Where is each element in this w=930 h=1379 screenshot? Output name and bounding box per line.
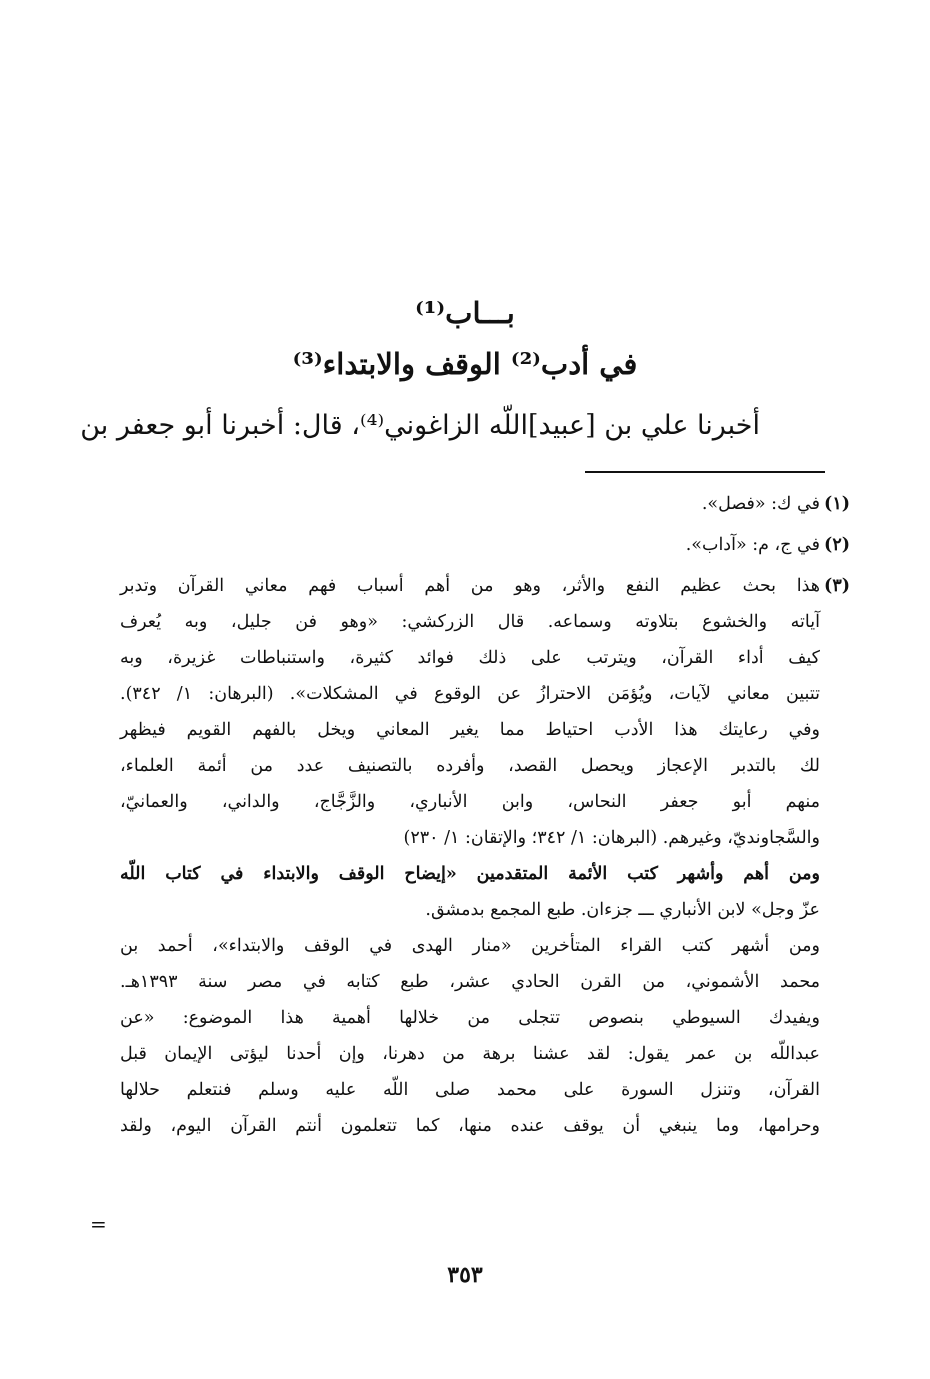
footnote-3 <box>120 568 850 1144</box>
footnote-1 <box>120 486 850 522</box>
footnote-line: ومن أشهر كتب القراء المتأخرين «منار الهدى في الوقف والابتداء»، أحمد بن <box>120 936 820 956</box>
footnote-line: آياته والخشوع بتلاوته وسماعه. قال الزركشي: «وهو فن جليل، وبه يُعرف <box>120 612 820 632</box>
footnote-line: تتبين معاني لآيات، ويُؤمَن الاحترازُ عن الوقوع في المشكلات». (البرهان: ١/ ٣٤٢). <box>120 684 820 704</box>
footnote-line: القرآن، وتنزل السورة على محمد صلى اللّه عليه وسلم فنتعلم حلالها <box>120 1080 820 1100</box>
footnote-line: عبداللّه بن عمر يقول: لقد عشنا برهة من دهرنا، وإن أحدنا ليؤتى الإيمان قبل <box>120 1044 820 1064</box>
footnote-line: وفي رعايتك هذا الأدب احتياط مما يغير المعاني ويخل بالفهم القويم فيظهر <box>120 720 820 740</box>
chapter-title: بـــاب⁽¹⁾ <box>415 296 515 330</box>
continuation-mark: = <box>90 1212 107 1236</box>
footnote-line: عزّ وجل» لابن الأنباري ـــ جزءان. طبع المجمع بدمشق. <box>425 900 820 920</box>
chapter-subtitle: في أدب⁽²⁾ الوقف والابتداء⁽³⁾ <box>292 347 638 381</box>
footnote-line: هذا بحث عظيم النفع والأثر، وهو من أهم أسباب فهم معاني القرآن وتدبر <box>120 576 820 596</box>
footnote-line: في ج، م: «آداب». <box>685 535 820 555</box>
footnote-line: كيف أداء القرآن، ويترتب على ذلك فوائد كثيرة، واستنباطات غزيرة، وبه <box>120 648 820 668</box>
footnote-2 <box>120 527 850 563</box>
footnote-line: منهم أبو جعفر النحاس، وابن الأنباري، والزَّجَّاج، والداني، والعمانيّ، <box>120 792 820 812</box>
footnote-line: محمد الأشموني، من القرن الحادي عشر، طبع كتابه في مصر سنة ١٣٩٣هـ. <box>120 972 820 992</box>
footnote-line: ويفيدك السيوطي بنصوص تتجلى من خلالها أهمية هذا الموضوع: «عن <box>120 1008 820 1028</box>
footnote-line: وحرامها، وما ينبغي أن يوقف عنده منها، كما تتعلمون أنتم القرآن اليوم، ولقد <box>120 1116 820 1136</box>
page-number: ٣٥٣ <box>447 1262 483 1288</box>
footnote-line: والسَّجاونديّ، وغيرهم. (البرهان: ١/ ٣٤٢؛ والإتقان: ١/ ٢٣٠) <box>403 828 820 848</box>
body-text-line: أخبرنا علي بن [عبيد]اللّه الزاغوني⁽⁴⁾، قال: أخبرنا أبو جعفر بن <box>80 410 760 441</box>
footnote-line: في ك: «فصل». <box>701 494 820 514</box>
footnote-number: (٣) <box>824 576 850 596</box>
footnote-line: ومن أهم وأشهر كتب الأئمة المتقدمين «إيضاح الوقف والابتداء في كتاب اللّه <box>120 864 820 884</box>
footnote-line: لك بالتدبر الإعجاز ويحصل القصد، وأفرده بالتصنيف عدد من أئمة العلماء، <box>120 756 820 776</box>
footnote-number: (١) <box>824 494 850 514</box>
footnote-separator <box>585 471 825 473</box>
footnote-number: (٢) <box>824 535 850 555</box>
